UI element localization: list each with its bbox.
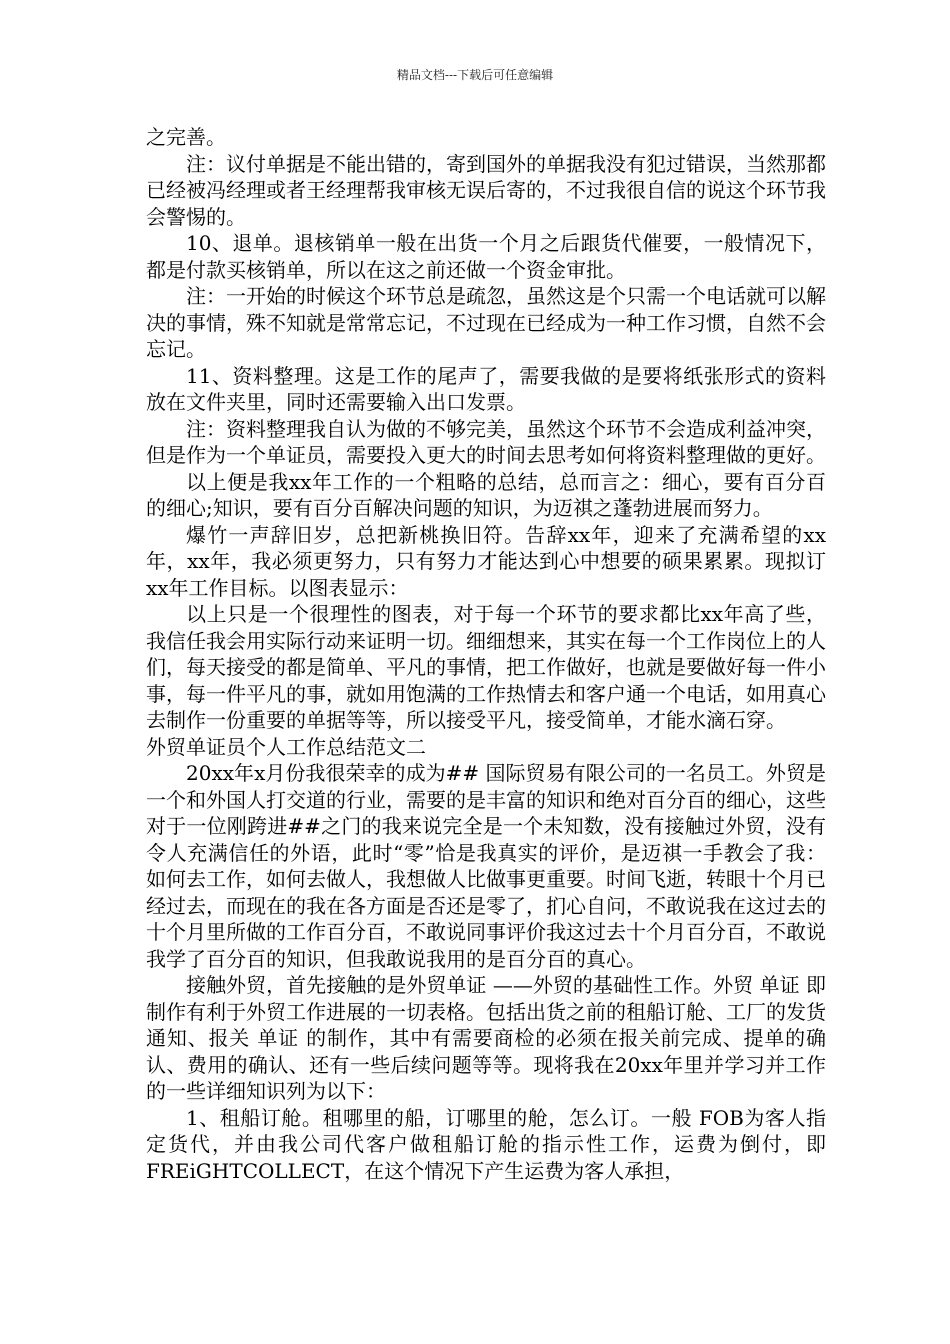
paragraph: 1、租船订舱。租哪里的船，订哪里的舱，怎么订。一般 FOB为客人指定货代，并由我公司代客户做租船订舱的指示性工作，运费为倒付，即FREiGHTCOLLECT，在这个情况下产生运费为客人承担， <box>146 1105 826 1183</box>
document-body <box>146 124 826 1184</box>
paragraph: 爆竹一声辞旧岁，总把新桃换旧符。告辞xx年，迎来了充满希望的xx年，xx年，我必须更努力，只有努力才能达到心中想要的硕果累累。现拟订xx年工作目标。以图表显示： <box>146 522 826 600</box>
paragraph: 以上只是一个很理性的图表，对于每一个环节的要求都比xx年高了些，我信任我会用实际行动来证明一切。细细想来，其实在每一个工作岗位上的人们，每天接受的都是简单、平凡的事情，把工作做好，也就是要做好每一件小事，每一件平凡的事，就如用饱满的工作热情去和客户通一个电话，如用真心去制作一份重要的单据等等，所以接受平凡，接受简单，才能水滴石穿。 <box>146 602 826 732</box>
paragraph: 10、退单。退核销单一般在出货一个月之后跟货代催要，一般情况下，都是付款买核销单，所以在这之前还做一个资金审批。 <box>146 231 826 282</box>
paragraph: 注：一开始的时候这个环节总是疏忽，虽然这是个只需一个电话就可以解决的事情，殊不知就是常常忘记，不过现在已经成为一种工作习惯，自然不会忘记。 <box>146 284 826 361</box>
paragraph: 注：议付单据是不能出错的，寄到国外的单据我没有犯过错误，当然那都已经被冯经理或者王经理帮我审核无误后寄的，不过我很自信的说这个环节我会警惕的。 <box>146 151 826 229</box>
paragraph: 11、资料整理。这是工作的尾声了，需要我做的是要将纸张形式的资料放在文件夹里，同时还需要输入出口发票。 <box>146 363 826 414</box>
paragraph: 以上便是我xx年工作的一个粗略的总结，总而言之：细心，要有百分百的细心;知识，要有百分百解决问题的知识，为迈祺之蓬勃进展而努力。 <box>146 469 826 520</box>
section-heading: 外贸单证员个人工作总结范文二 <box>146 734 426 759</box>
paragraph: 接触外贸，首先接触的是外贸单证 ——外贸的基础性工作。外贸 单证 即制作有利于外贸工作进展的一切表格。包括出货之前的租船订舱、工厂的发货通知、报关 单证 的制作，其中有需要商检的必须在报关前完成、提单的确认、费用的确认、还有一些后续问题等等。现将我在20xx年里并学习并工作的一些详细知识列为以下： <box>146 973 826 1103</box>
paragraph: 之完善。 <box>146 125 226 149</box>
paragraph: 20xx年x月份我很荣幸的成为## 国际贸易有限公司的一名员工。外贸是一个和外国人打交道的行业，需要的是丰富的知识和绝对百分百的细心，这些对于一位刚跨进##之门的我来说完全是一个未知数，没有接触过外贸，没有令人充满信任的外语，此时“零”恰是我真实的评价，是迈祺一手教会了我：如何去工作，如何去做人，我想做人比做事更重要。时间飞逝，转眼十个月已经过去，而现在的我在各方面是否还是零了，扪心自问，不敢说我在这过去的十个月里所做的工作百分百，不敢说同事评价我这过去十个月百分百，不敢说我学了百分百的知识，但我敢说我用的是百分百的真心。 <box>146 761 826 971</box>
page-header: 精品文档---下载后可任意编辑 <box>396 68 554 82</box>
paragraph: 注：资料整理我自认为做的不够完美，虽然这个环节不会造成利益冲突，但是作为一个单证员，需要投入更大的时间去思考如何将资料整理做的更好。 <box>146 416 826 467</box>
